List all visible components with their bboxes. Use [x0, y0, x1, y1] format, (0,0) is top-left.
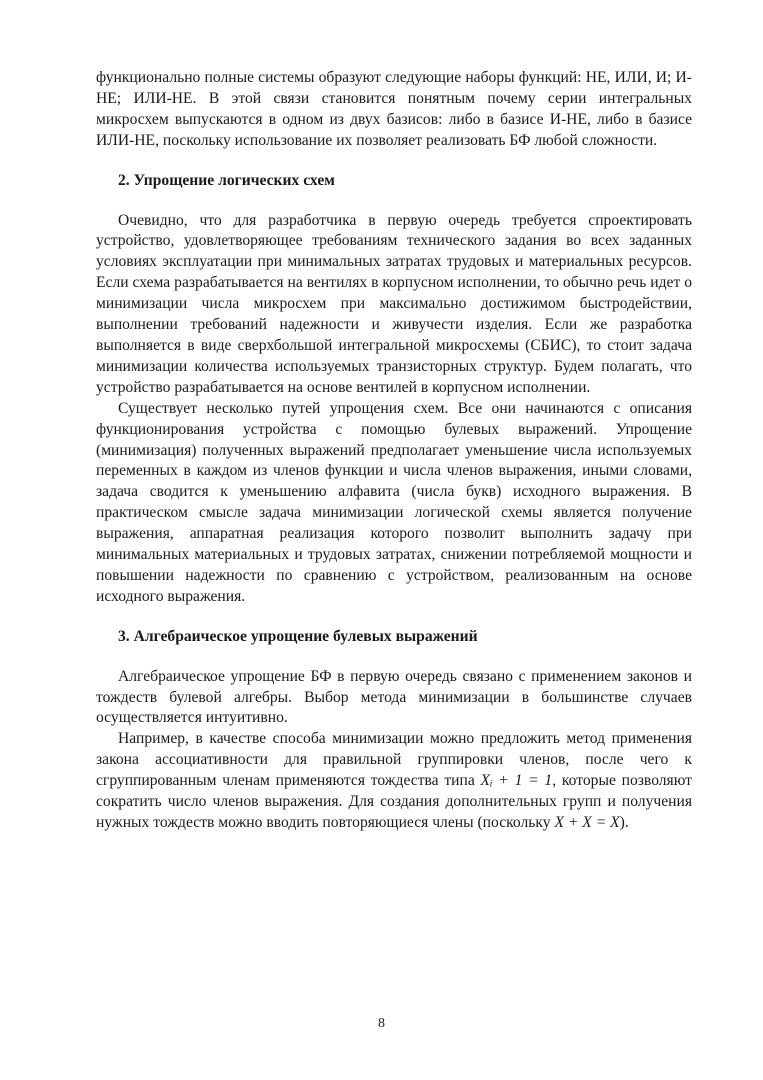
section-2-heading: 2. Упрощение логических схем: [118, 171, 335, 189]
section-2-paragraph-1: Очевидно, что для разработчика в первую очередь требуется спроектировать устройство, удовлетворяющее требованиям технического задания во всех заданных условиях эксплуатации при минимальных затратах трудовых и материальных ресурсов. Если схема разрабатывается на вентилях в корпусном исполнении, то обычно речь идет о минимизации числа микросхем при максимально достижимом быстродействии, выполнении требований надежности и живучести изделия. Если же разработка выполняется в виде сверхбольшой интегральной микросхемы (СБИС), то стоит задача минимизации количества используемых транзисторных структур. Будем полагать, что устройство разрабатывается на основе вентилей в корпусном исполнении.: [96, 211, 692, 396]
intro-paragraph: функционально полные системы образуют следующие наборы функций: НЕ, ИЛИ, И; И-НЕ; ИЛИ-НЕ. В этой связи становится понятным почему серии интегральных микросхем выпускаются в одном из двух базисов: либо в базисе И-НЕ, либо в базисе ИЛИ-НЕ, поскольку использование их позволяет реализовать БФ любой сложности.: [96, 69, 692, 149]
section-3-paragraph-2: [96, 729, 692, 834]
document-page: [96, 68, 692, 834]
paragraph-text: ).: [619, 814, 629, 831]
paragraph-text: , которые позволяют сократить число членов выражения. Для создания дополнительных групп и получения нужных тождеств можно вводить повторяющиеся члены (поскольку: [96, 772, 692, 831]
formula-idempotence: X + X = X: [554, 814, 620, 831]
paragraph-text: Например, в качестве способа минимизации можно предложить метод применения закона ассоциативности для правильной группировки членов, после чего к сгруппированным членам применяются тождества типа: [96, 730, 692, 790]
formula-identity: Xᵢ + 1 = 1: [480, 772, 553, 790]
section-3-heading: 3. Алгебраическое упрощение булевых выражений: [118, 627, 478, 645]
section-3-paragraph-1: Алгебраическое упрощение БФ в первую очередь связано с применением законов и тождеств булевой алгебры. Выбор метода минимизации в большинстве случаев осуществляется интуитивно.: [96, 667, 692, 727]
section-2-paragraph-2: Существует несколько путей упрощения схем. Все они начинаются с описания функционирования устройства с помощью булевых выражений. Упрощение (минимизация) полученных выражений предполагает уменьшение числа используемых переменных в каждом из членов функции и числа членов выражения, иными словами, задача сводится к уменьшению алфавита (числа букв) исходного выражения. В практическом смысле задача минимизации логической схемы является получение выражения, аппаратная реализация которого позволит выполнить задачу при минимальных материальных и трудовых затратах, снижении потребляемой мощности и повышении надежности по сравнению с устройством, реализованным на основе исходного выражения.: [96, 399, 692, 605]
page-number: 8: [378, 1016, 385, 1031]
